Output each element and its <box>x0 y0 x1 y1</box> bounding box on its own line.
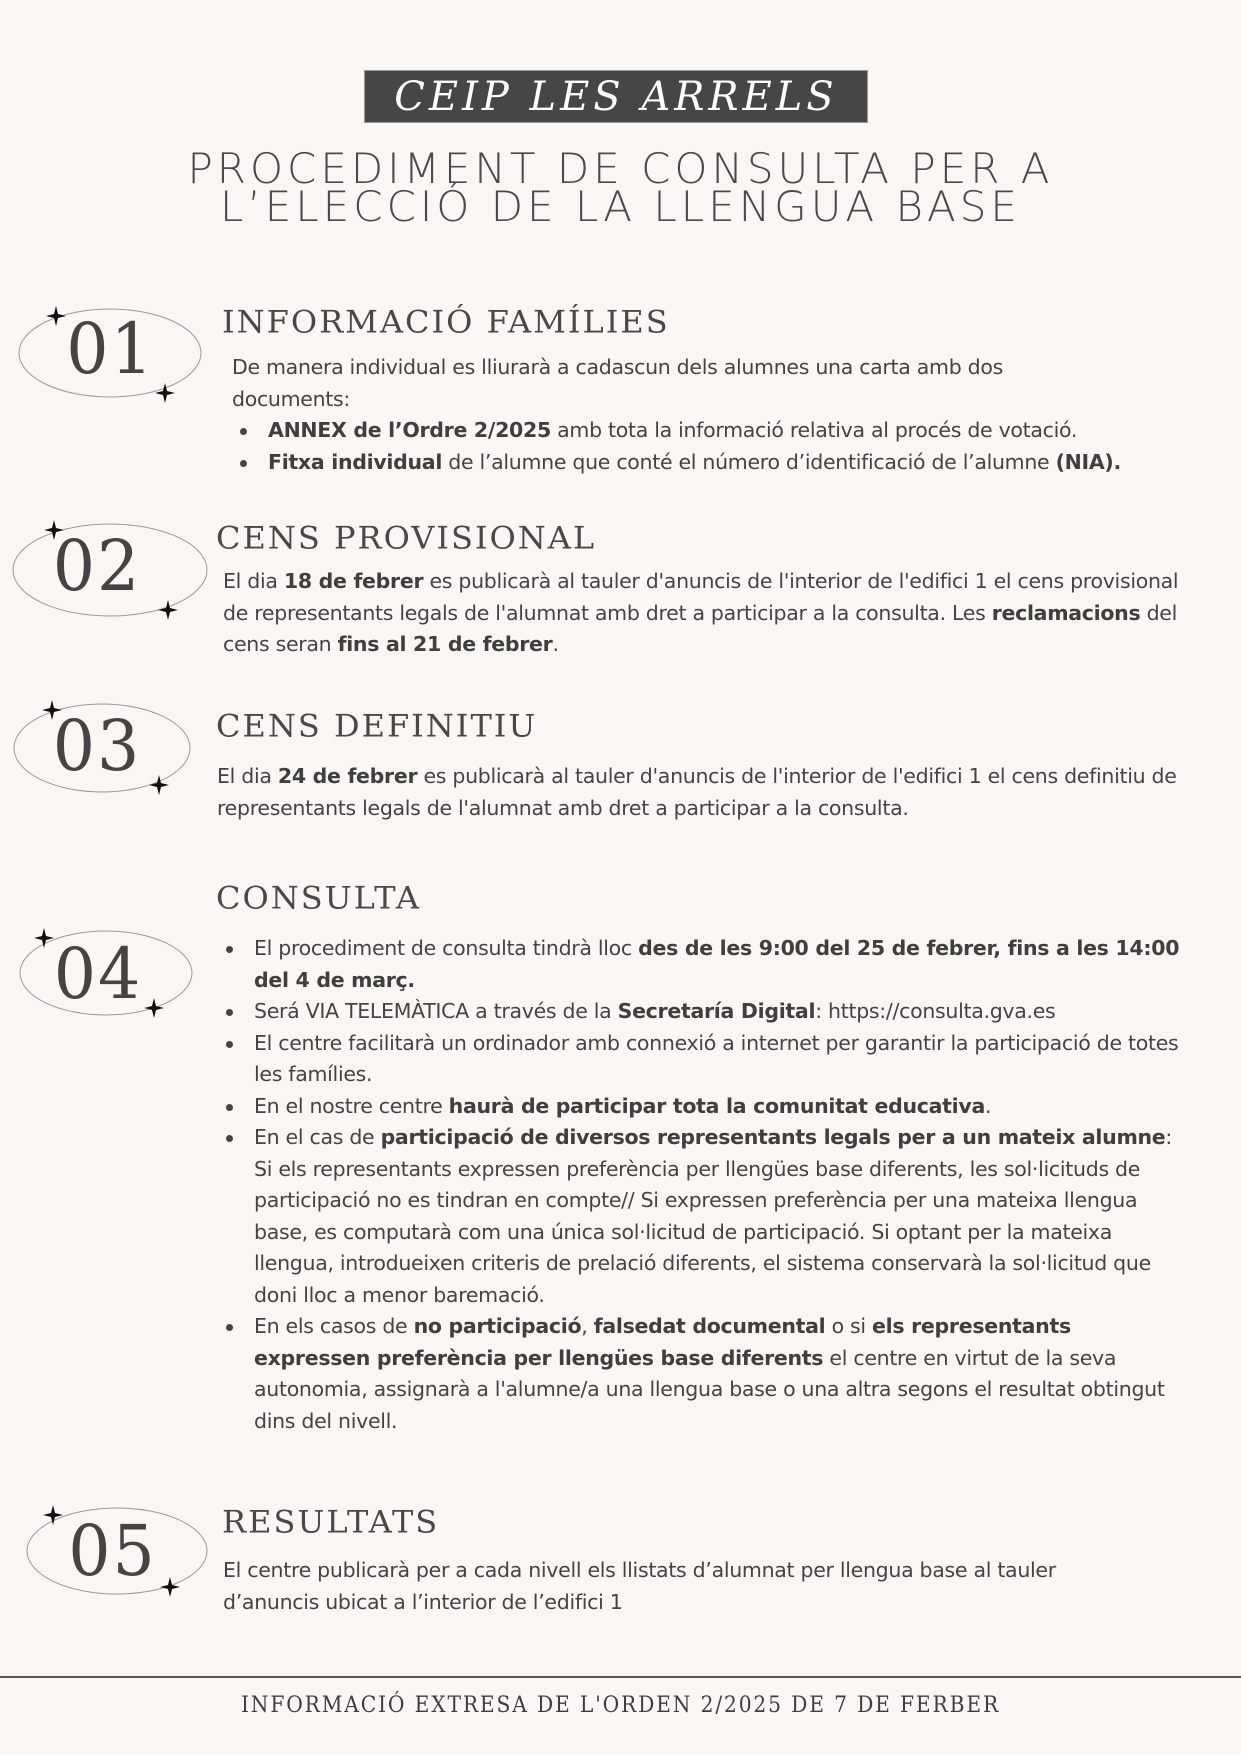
school-name: CEIP LES ARRELS <box>394 73 838 120</box>
list-item: En el nostre centre haurà de participar tota la comunitat educativa. <box>216 1091 1186 1123</box>
section-body-resultats: El centre publicarà per a cada nivell els llistats d’alumnat per llengua base al tauler d’anuncis ubicat a l’interior de l’edifici 1 <box>223 1558 1056 1614</box>
section-body-cens-definitiu: El dia 24 de febrer es publicarà al tauler d'anuncis de l'interior de l'edifici 1 el cens definitiu de representants legals de l'alumnat amb dret a participar a la consulta. <box>217 764 1177 820</box>
list-item: En el cas de participació de diversos representants legals per a un mateix alumne: Si els representants expressen preferència per llengües base diferents, les sol·licituds de participació no es tindran en compte// Si expressen preferència per una mateixa llengua base, es computarà com una única sol·licitud de participació. Si optant per la mateixa llengua, introdueixen criteris de prelació diferents, el sistema conservarà la sol·licitud que doni lloc a menor baremació. <box>216 1122 1186 1311</box>
section-heading-cens-provisional: CENS PROVISIONAL <box>216 520 597 557</box>
step-number: 04 <box>53 933 143 1015</box>
step-badge-05 <box>25 1505 210 1597</box>
list-item: Será VIA TELEMÀTICA a través de la Secretaría Digital: https://consulta.gva.es <box>216 996 1186 1028</box>
list-item: Fitxa individual de l’alumne que conté el número d’identificació de l’alumne (NIA). <box>230 447 1172 479</box>
step-badge-02 <box>12 520 197 612</box>
section-heading-informacio: INFORMACIÓ FAMÍLIES <box>222 304 670 341</box>
page-title-line-1: PROCEDIMENT DE CONSULTA PER A <box>187 144 1054 193</box>
page-title-line-2: L’ELECCIÓ DE LA LLENGUA BASE <box>220 182 1021 231</box>
section-heading-cens-definitiu: CENS DEFINITIU <box>216 708 538 745</box>
step-number: 05 <box>68 1510 157 1592</box>
step-badge-03 <box>12 700 197 792</box>
page-title <box>0 144 1241 231</box>
section-heading-resultats: RESULTATS <box>222 1504 440 1541</box>
school-name-banner <box>364 70 868 123</box>
step-badge-04 <box>18 928 203 1020</box>
footer-divider <box>0 1676 1241 1678</box>
list-item: El procediment de consulta tindrà lloc des de les 9:00 del 25 de febrer, fins a les 14:00 del 4 de març. <box>216 933 1186 996</box>
list-item: ANNEX de l’Ordre 2/2025 amb tota la informació relativa al procés de votació. <box>230 415 1172 447</box>
section-body-informacio <box>232 352 1172 478</box>
list-item: En els casos de no participació, falsedat documental o si els representants expressen preferència per llengües base diferents el centre en virtut de la seva autonomia, assignarà a l'alumne/a una llengua base o una altra segons el resultat obtingut dins del nivell. <box>216 1311 1186 1437</box>
section-body-consulta <box>216 933 1186 1437</box>
section-body-cens-provisional: El dia 18 de febrer es publicarà al tauler d'anuncis de l'interior de l'edifici 1 el cens provisional de representants legals de l'alumnat amb dret a participar a la consulta. Les reclamacions del cens seran fins al 21 de febrer. <box>223 569 1179 656</box>
step-number: 02 <box>52 525 142 607</box>
intro-text: De manera individual es lliurarà a cadascun dels alumnes una carta amb dos documents: <box>232 355 1003 411</box>
section-heading-consulta: CONSULTA <box>216 880 421 917</box>
step-badge-01 <box>18 303 203 395</box>
list-item: El centre facilitarà un ordinador amb connexió a internet per garantir la participació de totes les famílies. <box>216 1028 1186 1091</box>
step-number: 01 <box>66 308 155 390</box>
footer-note: INFORMACIÓ EXTRESA DE L'ORDEN 2/2025 DE 7 DE FERBER <box>240 1693 1001 1718</box>
step-number: 03 <box>52 705 142 787</box>
